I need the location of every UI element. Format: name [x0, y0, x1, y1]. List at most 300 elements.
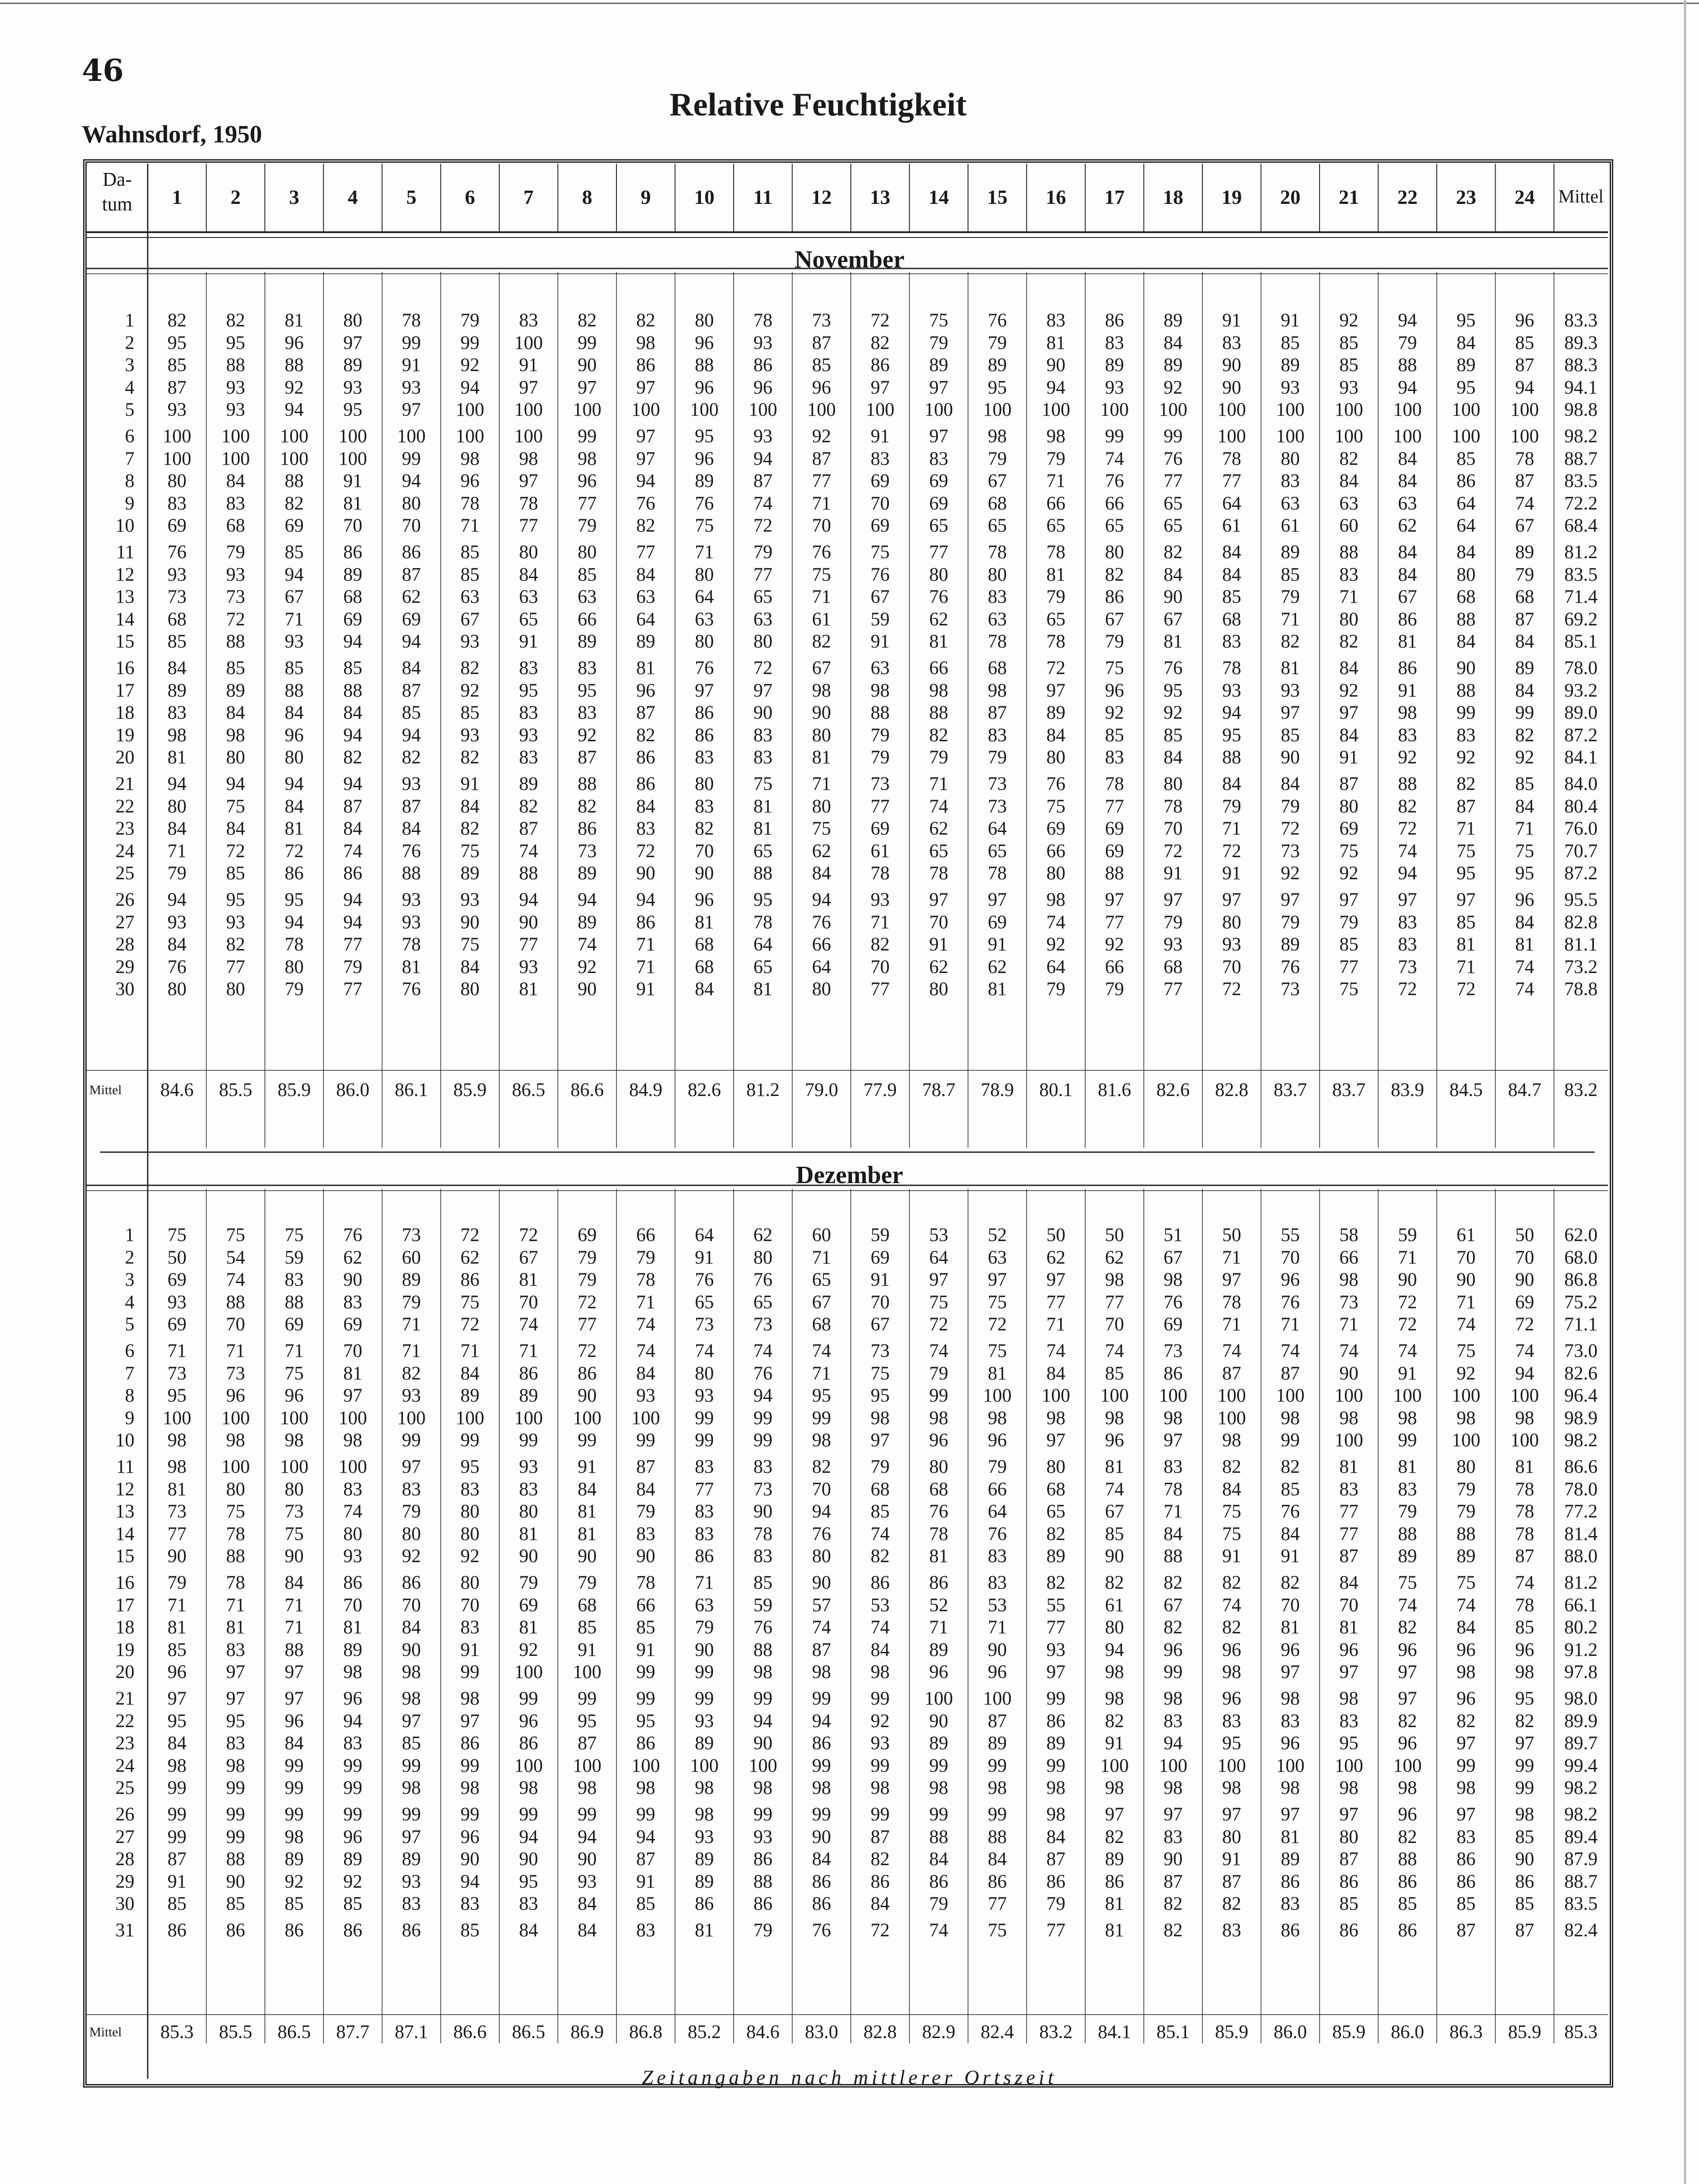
humidity-cell: 99	[929, 1804, 949, 1825]
humidity-cell: 74	[753, 493, 773, 514]
humidity-cell: 82	[929, 724, 949, 746]
humidity-cell: 89	[987, 355, 1007, 375]
humidity-cell: 97	[343, 332, 363, 353]
humidity-cell: 68	[695, 956, 714, 977]
humidity-cell: 73	[1398, 956, 1417, 977]
humidity-cell: 88	[1456, 609, 1476, 630]
humidity-cell: 99	[578, 1804, 597, 1825]
humidity-cell: 80	[812, 1546, 831, 1567]
day-label: 6	[125, 426, 134, 447]
hour-header-4: 4	[348, 185, 358, 208]
humidity-cell: 100	[573, 399, 601, 420]
humidity-cell: 90	[1339, 1363, 1358, 1384]
day-label: 9	[125, 493, 134, 514]
humidity-cell: 80	[519, 542, 538, 563]
humidity-cell: 72	[1515, 1314, 1534, 1335]
humidity-cell: 90	[987, 1639, 1007, 1660]
daily-mean-cell: 89.3	[1564, 332, 1598, 353]
humidity-cell: 92	[1339, 863, 1358, 884]
humidity-cell: 98	[578, 1778, 597, 1798]
humidity-cell: 76	[1281, 956, 1300, 977]
humidity-cell: 61	[870, 840, 890, 862]
humidity-cell: 65	[519, 609, 538, 630]
humidity-cell: 83	[1281, 1893, 1300, 1914]
humidity-cell: 85	[1515, 332, 1534, 353]
humidity-cell: 98	[695, 1778, 714, 1798]
humidity-cell: 99	[1456, 1755, 1476, 1776]
humidity-cell: 64	[987, 818, 1007, 839]
humidity-cell: 89	[1046, 702, 1066, 723]
humidity-cell: 97	[1163, 889, 1183, 910]
humidity-cell: 96	[284, 1710, 304, 1732]
humidity-cell: 92	[870, 1710, 890, 1732]
humidity-cell: 99	[402, 332, 421, 353]
humidity-cell: 100	[514, 332, 543, 353]
hour-header-14: 14	[928, 185, 949, 208]
humidity-cell: 95	[226, 1710, 245, 1732]
humidity-cell: 99	[460, 332, 480, 353]
humidity-cell: 83	[1163, 1456, 1183, 1477]
humidity-cell: 90	[695, 863, 714, 884]
humidity-cell: 69	[1163, 1314, 1183, 1335]
humidity-cell: 86	[1398, 1920, 1417, 1941]
humidity-cell: 91	[1222, 863, 1241, 884]
humidity-cell: 93	[1222, 680, 1241, 701]
hourly-mean-cell: 85.9	[1332, 2022, 1366, 2042]
humidity-cell: 84	[1281, 774, 1300, 794]
humidity-cell: 68	[343, 586, 363, 607]
humidity-cell: 84	[695, 979, 714, 1000]
humidity-cell: 66	[1046, 493, 1066, 514]
humidity-cell: 86	[460, 1269, 480, 1290]
humidity-cell: 97	[636, 426, 655, 447]
humidity-cell: 92	[460, 355, 480, 375]
humidity-cell: 100	[455, 399, 484, 420]
humidity-cell: 83	[519, 747, 538, 768]
humidity-cell: 97	[987, 1269, 1007, 1290]
humidity-cell: 84	[1163, 1523, 1183, 1544]
humidity-cell: 79	[929, 747, 949, 768]
humidity-cell: 63	[753, 609, 773, 630]
hour-header-21: 21	[1339, 185, 1359, 208]
humidity-cell: 72	[519, 1225, 538, 1245]
humidity-cell: 76	[1163, 1291, 1183, 1313]
hourly-mean-cell: 86.6	[453, 2022, 487, 2042]
humidity-cell: 99	[812, 1804, 831, 1825]
humidity-cell: 71	[929, 774, 949, 794]
humidity-cell: 76	[987, 1523, 1007, 1544]
humidity-cell: 76	[812, 1920, 831, 1941]
humidity-cell: 97	[1046, 680, 1066, 701]
humidity-cell: 94	[402, 724, 421, 746]
humidity-cell: 83	[1281, 1710, 1300, 1732]
humidity-cell: 86	[1163, 1363, 1183, 1384]
humidity-cell: 83	[460, 1479, 480, 1500]
mean-row-label: Mittel	[89, 1083, 122, 1097]
humidity-cell: 79	[753, 1920, 773, 1941]
hourly-mean-cell: 87.7	[336, 2022, 370, 2042]
day-label: 21	[115, 774, 134, 794]
humidity-cell: 83	[226, 493, 245, 514]
hour-header-5: 5	[406, 185, 417, 208]
humidity-cell: 98	[987, 1778, 1007, 1798]
humidity-cell: 83	[870, 448, 890, 469]
humidity-cell: 87	[167, 1849, 187, 1870]
humidity-cell: 93	[578, 1871, 597, 1892]
humidity-cell: 82	[636, 515, 655, 536]
day-label: 17	[115, 680, 134, 701]
humidity-cell: 93	[636, 1385, 655, 1406]
humidity-cell: 100	[1452, 426, 1481, 447]
footer-note: Zeitangaben nach mittlerer Ortszeit	[642, 2066, 1057, 2088]
humidity-cell: 93	[519, 956, 538, 977]
humidity-cell: 78	[636, 1572, 655, 1593]
humidity-cell: 69	[284, 515, 304, 536]
humidity-cell: 89	[1398, 1546, 1417, 1567]
humidity-cell: 87	[1281, 1363, 1300, 1384]
humidity-cell: 66	[636, 1594, 655, 1616]
humidity-cell: 86	[636, 912, 655, 933]
humidity-cell: 93	[1046, 1639, 1066, 1660]
humidity-cell: 59	[753, 1594, 773, 1616]
humidity-cell: 96	[1281, 1269, 1300, 1290]
monthly-mean-cell: 83.2	[1564, 1080, 1598, 1100]
humidity-cell: 82	[1222, 1572, 1241, 1593]
humidity-cell: 91	[167, 1871, 187, 1892]
humidity-cell: 63	[1281, 493, 1300, 514]
humidity-cell: 97	[929, 426, 949, 447]
humidity-cell: 69	[1105, 818, 1124, 839]
day-label: 10	[115, 515, 134, 536]
humidity-cell: 94	[753, 448, 773, 469]
humidity-cell: 88	[284, 355, 304, 375]
humidity-cell: 100	[1041, 399, 1070, 420]
humidity-cell: 70	[1515, 1247, 1534, 1268]
humidity-cell: 84	[284, 1733, 304, 1754]
humidity-cell: 84	[402, 658, 421, 678]
humidity-cell: 98	[1398, 702, 1417, 723]
humidity-cell: 62	[1046, 1247, 1066, 1268]
humidity-cell: 87	[1515, 609, 1534, 630]
humidity-cell: 71	[1339, 1314, 1358, 1335]
humidity-cell: 76	[343, 1225, 363, 1245]
humidity-cell: 74	[929, 1920, 949, 1941]
day-label: 30	[115, 979, 134, 1000]
humidity-cell: 72	[1398, 1291, 1417, 1313]
humidity-cell: 81	[284, 818, 304, 839]
humidity-cell: 81	[1105, 1893, 1124, 1914]
humidity-cell: 93	[519, 724, 538, 746]
humidity-cell: 64	[1046, 956, 1066, 977]
humidity-cell: 86	[812, 1893, 831, 1914]
humidity-cell: 75	[753, 774, 773, 794]
day-label: 23	[115, 1733, 134, 1754]
humidity-cell: 80	[1339, 1826, 1358, 1847]
humidity-cell: 55	[1046, 1594, 1066, 1616]
humidity-cell: 89	[1046, 1733, 1066, 1754]
humidity-cell: 68	[1222, 609, 1241, 630]
humidity-cell: 100	[338, 426, 367, 447]
humidity-cell: 72	[226, 840, 245, 862]
humidity-cell: 97	[636, 448, 655, 469]
humidity-cell: 84	[1163, 332, 1183, 353]
humidity-cell: 98	[1163, 1688, 1183, 1709]
humidity-cell: 69	[929, 493, 949, 514]
humidity-cell: 85	[1163, 724, 1183, 746]
humidity-cell: 96	[343, 1688, 363, 1709]
humidity-cell: 90	[284, 1546, 304, 1567]
humidity-cell: 100	[749, 399, 777, 420]
humidity-cell: 83	[1222, 631, 1241, 652]
humidity-cell: 98	[1456, 1407, 1476, 1429]
hour-header-2: 2	[230, 185, 241, 208]
humidity-cell: 94	[1398, 310, 1417, 331]
humidity-cell: 85	[578, 564, 597, 585]
humidity-cell: 77	[1105, 912, 1124, 933]
humidity-cell: 66	[578, 609, 597, 630]
daily-mean-cell: 73.0	[1564, 1341, 1598, 1361]
humidity-cell: 62	[402, 586, 421, 607]
humidity-cell: 95	[226, 889, 245, 910]
humidity-cell: 100	[1159, 1385, 1187, 1406]
humidity-cell: 93	[167, 564, 187, 585]
humidity-cell: 97	[1105, 1804, 1124, 1825]
humidity-cell: 97	[167, 1688, 187, 1709]
humidity-cell: 93	[167, 399, 187, 420]
humidity-cell: 100	[163, 448, 191, 469]
humidity-cell: 69	[167, 515, 187, 536]
humidity-cell: 83	[343, 1479, 363, 1500]
humidity-cell: 80	[753, 631, 773, 652]
humidity-cell: 99	[753, 1688, 773, 1709]
humidity-cell: 89	[695, 1871, 714, 1892]
humidity-cell: 68	[578, 1594, 597, 1616]
humidity-cell: 83	[987, 1546, 1007, 1567]
humidity-cell: 74	[343, 840, 363, 862]
humidity-cell: 100	[221, 448, 250, 469]
humidity-cell: 63	[519, 586, 538, 607]
humidity-cell: 97	[402, 1710, 421, 1732]
humidity-cell: 76	[167, 956, 187, 977]
humidity-cell: 80	[695, 631, 714, 652]
humidity-cell: 83	[519, 310, 538, 331]
humidity-cell: 77	[870, 796, 890, 817]
humidity-cell: 72	[753, 658, 773, 678]
humidity-cell: 99	[812, 1688, 831, 1709]
humidity-cell: 63	[987, 1247, 1007, 1268]
humidity-cell: 98	[929, 1778, 949, 1798]
humidity-cell: 72	[1163, 840, 1183, 862]
daily-mean-cell: 83.3	[1564, 310, 1598, 331]
humidity-cell: 84	[460, 1363, 480, 1384]
humidity-cell: 81	[402, 956, 421, 977]
hour-header-24: 24	[1514, 185, 1535, 208]
humidity-cell: 84	[636, 564, 655, 585]
humidity-cell: 85	[167, 355, 187, 375]
humidity-cell: 64	[753, 934, 773, 955]
humidity-cell: 85	[460, 702, 480, 723]
humidity-cell: 74	[870, 1617, 890, 1638]
humidity-cell: 97	[578, 377, 597, 398]
humidity-cell: 96	[929, 1662, 949, 1682]
humidity-cell: 86	[1105, 310, 1124, 331]
humidity-cell: 97	[929, 1269, 949, 1290]
humidity-cell: 98	[402, 1688, 421, 1709]
humidity-cell: 87	[1515, 355, 1534, 375]
humidity-cell: 67	[1398, 586, 1417, 607]
humidity-cell: 83	[519, 1893, 538, 1914]
humidity-cell: 86	[695, 1546, 714, 1567]
humidity-cell: 76	[1281, 1501, 1300, 1522]
humidity-cell: 82	[1398, 1710, 1417, 1732]
humidity-cell: 98	[460, 1688, 480, 1709]
day-label: 9	[125, 1407, 134, 1429]
humidity-cell: 88	[284, 471, 304, 491]
day-label: 28	[115, 934, 134, 955]
humidity-cell: 61	[1222, 515, 1241, 536]
humidity-cell: 62	[753, 1225, 773, 1245]
humidity-cell: 84	[1456, 631, 1476, 652]
humidity-cell: 70	[870, 956, 890, 977]
humidity-cell: 86	[636, 355, 655, 375]
humidity-cell: 79	[519, 1572, 538, 1593]
humidity-cell: 97	[402, 1456, 421, 1477]
humidity-cell: 79	[1163, 912, 1183, 933]
humidity-cell: 74	[929, 1341, 949, 1361]
humidity-cell: 85	[1515, 1617, 1534, 1638]
humidity-cell: 78	[1515, 1594, 1534, 1616]
humidity-cell: 94	[343, 1710, 363, 1732]
humidity-cell: 78	[987, 863, 1007, 884]
humidity-cell: 94	[1046, 377, 1066, 398]
humidity-cell: 65	[753, 840, 773, 862]
humidity-cell: 79	[929, 1893, 949, 1914]
humidity-cell: 79	[636, 1247, 655, 1268]
humidity-cell: 98	[1281, 1407, 1300, 1429]
humidity-cell: 98	[1105, 1662, 1124, 1682]
humidity-cell: 98	[167, 1755, 187, 1776]
humidity-cell: 77	[1105, 796, 1124, 817]
humidity-cell: 72	[578, 1341, 597, 1361]
humidity-cell: 95	[343, 399, 363, 420]
humidity-cell: 61	[812, 609, 831, 630]
humidity-cell: 86	[460, 1733, 480, 1754]
humidity-cell: 94	[343, 724, 363, 746]
humidity-cell: 81	[519, 1269, 538, 1290]
humidity-cell: 72	[1398, 1314, 1417, 1335]
daily-mean-cell: 89.0	[1564, 702, 1598, 723]
humidity-cell: 97	[1339, 1662, 1358, 1682]
humidity-cell: 80	[929, 564, 949, 585]
humidity-cell: 80	[1222, 912, 1241, 933]
humidity-cell: 98	[1046, 889, 1066, 910]
humidity-cell: 79	[460, 310, 480, 331]
humidity-cell: 74	[753, 1341, 773, 1361]
humidity-cell: 91	[636, 1871, 655, 1892]
humidity-cell: 98	[753, 1778, 773, 1798]
humidity-cell: 79	[578, 1247, 597, 1268]
humidity-cell: 71	[1456, 818, 1476, 839]
humidity-cell: 63	[870, 658, 890, 678]
humidity-cell: 87	[1163, 1871, 1183, 1892]
humidity-cell: 99	[226, 1804, 245, 1825]
humidity-cell: 84	[402, 1617, 421, 1638]
humidity-cell: 60	[812, 1225, 831, 1245]
humidity-cell: 90	[753, 702, 773, 723]
humidity-cell: 85	[1281, 332, 1300, 353]
day-label: 3	[125, 1269, 134, 1290]
humidity-cell: 83	[226, 1639, 245, 1660]
humidity-cell: 93	[1105, 377, 1124, 398]
humidity-cell: 98	[929, 680, 949, 701]
humidity-cell: 86	[1281, 1871, 1300, 1892]
humidity-cell: 72	[1398, 818, 1417, 839]
humidity-cell: 90	[1163, 586, 1183, 607]
humidity-cell: 63	[578, 586, 597, 607]
daily-mean-cell: 94.1	[1564, 377, 1598, 398]
humidity-cell: 96	[929, 1430, 949, 1451]
humidity-cell: 89	[1281, 542, 1300, 563]
humidity-cell: 83	[519, 658, 538, 678]
humidity-cell: 78	[1046, 542, 1066, 563]
humidity-cell: 82	[636, 724, 655, 746]
humidity-cell: 74	[1046, 1341, 1066, 1361]
humidity-cell: 79	[753, 542, 773, 563]
humidity-cell: 96	[460, 471, 480, 491]
humidity-cell: 62	[1105, 1247, 1124, 1268]
humidity-cell: 78	[1105, 774, 1124, 794]
humidity-cell: 96	[1515, 310, 1534, 331]
humidity-cell: 83	[167, 702, 187, 723]
humidity-cell: 72	[870, 1920, 890, 1941]
humidity-cell: 100	[514, 1755, 543, 1776]
humidity-cell: 97	[226, 1688, 245, 1709]
humidity-cell: 100	[280, 1456, 309, 1477]
humidity-cell: 97	[519, 377, 538, 398]
humidity-cell: 83	[695, 1523, 714, 1544]
humidity-cell: 99	[402, 448, 421, 469]
day-label: 26	[115, 1804, 134, 1825]
humidity-cell: 95	[167, 332, 187, 353]
humidity-cell: 100	[397, 426, 426, 447]
humidity-cell: 74	[1456, 1314, 1476, 1335]
humidity-cell: 82	[1339, 631, 1358, 652]
humidity-cell: 100	[690, 1755, 719, 1776]
daily-mean-cell: 75.2	[1564, 1291, 1598, 1313]
humidity-cell: 88	[1398, 1523, 1417, 1544]
day-label: 6	[125, 1341, 134, 1361]
humidity-cell: 65	[753, 1291, 773, 1313]
humidity-cell: 80	[753, 1247, 773, 1268]
humidity-cell: 93	[1163, 934, 1183, 955]
humidity-cell: 98	[1105, 1688, 1124, 1709]
daily-mean-cell: 87.9	[1564, 1849, 1598, 1870]
humidity-cell: 99	[167, 1778, 187, 1798]
humidity-cell: 86	[284, 863, 304, 884]
humidity-cell: 50	[1222, 1225, 1241, 1245]
humidity-cell: 59	[870, 609, 890, 630]
humidity-cell: 88	[226, 355, 245, 375]
humidity-cell: 82	[1398, 1617, 1417, 1638]
humidity-cell: 96	[1456, 1639, 1476, 1660]
humidity-cell: 69	[870, 471, 890, 491]
daily-mean-cell: 81.2	[1564, 1572, 1598, 1593]
humidity-cell: 88	[226, 1849, 245, 1870]
humidity-cell: 94	[1222, 702, 1241, 723]
day-label: 29	[115, 956, 134, 977]
daily-mean-cell: 82.8	[1564, 912, 1598, 933]
humidity-cell: 78	[1222, 448, 1241, 469]
